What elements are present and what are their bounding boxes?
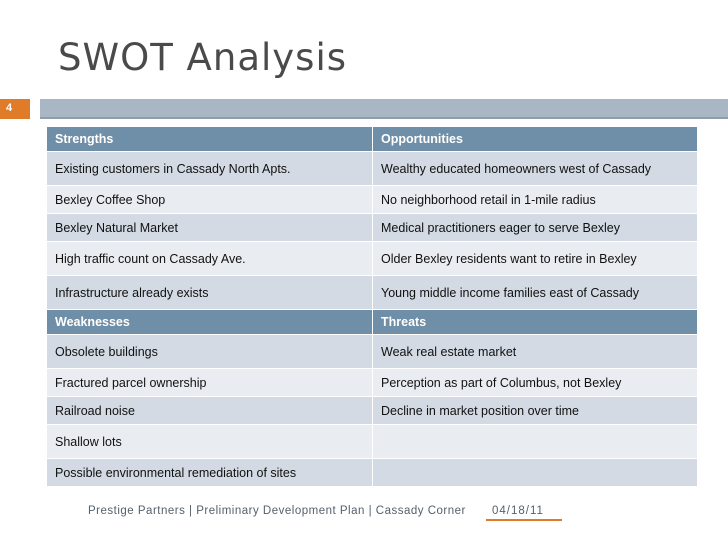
table-cell: High traffic count on Cassady Ave.: [47, 242, 373, 276]
table-row: [47, 369, 698, 397]
table-row: [47, 397, 698, 425]
footer-text: Prestige Partners | Preliminary Development Plan | Cassady Corner: [88, 505, 466, 517]
table-row: [47, 425, 698, 459]
table-cell: Weak real estate market: [373, 335, 698, 369]
table-cell: Fractured parcel ownership: [47, 369, 373, 397]
table-row: [47, 459, 698, 487]
table-cell: Shallow lots: [47, 425, 373, 459]
title-rule-bar: [40, 99, 728, 119]
header-opportunities: Opportunities: [373, 127, 698, 152]
table-cell: No neighborhood retail in 1-mile radius: [373, 186, 698, 214]
slide-title: SWOT Analysis: [58, 36, 348, 79]
table-row: [47, 214, 698, 242]
slide-number-bar: [0, 99, 30, 119]
swot-table: [46, 126, 698, 487]
header-threats: Threats: [373, 310, 698, 335]
header-weaknesses: Weaknesses: [47, 310, 373, 335]
table-cell: Older Bexley residents want to retire in Bexley: [373, 242, 698, 276]
table-header-row: [47, 127, 698, 152]
table-row: [47, 335, 698, 369]
table-row: [47, 186, 698, 214]
table-cell: [373, 459, 698, 487]
table-cell: Obsolete buildings: [47, 335, 373, 369]
table-cell: Existing customers in Cassady North Apts.: [47, 152, 373, 186]
table-row: [47, 276, 698, 310]
table-header-row: [47, 310, 698, 335]
header-strengths: Strengths: [47, 127, 373, 152]
table-row: [47, 242, 698, 276]
footer-date-underline: [486, 519, 562, 521]
table-cell: Infrastructure already exists: [47, 276, 373, 310]
table-cell: Bexley Natural Market: [47, 214, 373, 242]
table-cell: Young middle income families east of Cassady: [373, 276, 698, 310]
table-row: [47, 152, 698, 186]
table-cell: [373, 425, 698, 459]
footer-date: 04/18/11: [492, 505, 544, 517]
table-cell: Medical practitioners eager to serve Bexley: [373, 214, 698, 242]
table-cell: Bexley Coffee Shop: [47, 186, 373, 214]
slide-number: 4: [6, 102, 13, 114]
table-cell: Railroad noise: [47, 397, 373, 425]
table-cell: Possible environmental remediation of sites: [47, 459, 373, 487]
title-rule-line: [40, 117, 728, 119]
table-cell: Decline in market position over time: [373, 397, 698, 425]
table-cell: Wealthy educated homeowners west of Cassady: [373, 152, 698, 186]
table-cell: Perception as part of Columbus, not Bexley: [373, 369, 698, 397]
